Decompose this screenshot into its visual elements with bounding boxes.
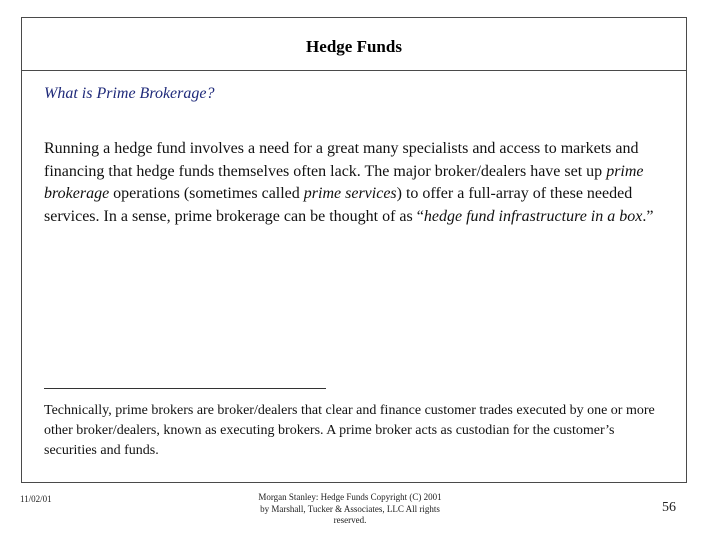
footer-date: 11/02/01 <box>20 494 52 504</box>
footnote-text: Technically, prime brokers are broker/dealers that clear and finance customer trades executed by one or more other broker/dealers, known as executing brokers. A prime broker acts as custodian for the customer’s securities and funds. <box>44 403 655 458</box>
title-bar <box>22 18 686 71</box>
copyright-line-2: by Marshall, Tucker & Associates, LLC All rights <box>260 503 440 514</box>
body-text-4: .” <box>642 207 654 225</box>
slide-title: Hedge Funds <box>306 36 402 56</box>
question-heading: What is Prime Brokerage? <box>44 85 215 102</box>
page-number: 56 <box>662 500 676 515</box>
body-text-3: ) to offer a full-array of these needed services. In a sense, prime brokerage can be thought of as “ <box>44 185 633 225</box>
footer-copyright <box>230 492 470 527</box>
body-emphasis-prime-services: prime services <box>303 185 397 202</box>
body-text-2: operations (sometimes called <box>109 185 304 202</box>
copyright-line-1: Morgan Stanley: Hedge Funds Copyright (C) 2001 <box>258 492 442 502</box>
body-emphasis-prime-brokerage: prime brokerage <box>44 162 644 202</box>
body-text-1: Running a hedge fund involves a need for a great many specialists and access to markets and financing that hedge funds themselves often lack. The major broker/dealers have set up <box>44 140 639 180</box>
footnote-divider <box>44 388 326 389</box>
copyright-line-3: reserved. <box>333 515 367 525</box>
slide-frame <box>21 17 687 483</box>
body-paragraph <box>44 138 664 228</box>
body-emphasis-infrastructure: hedge fund infrastructure in a box <box>423 207 643 225</box>
